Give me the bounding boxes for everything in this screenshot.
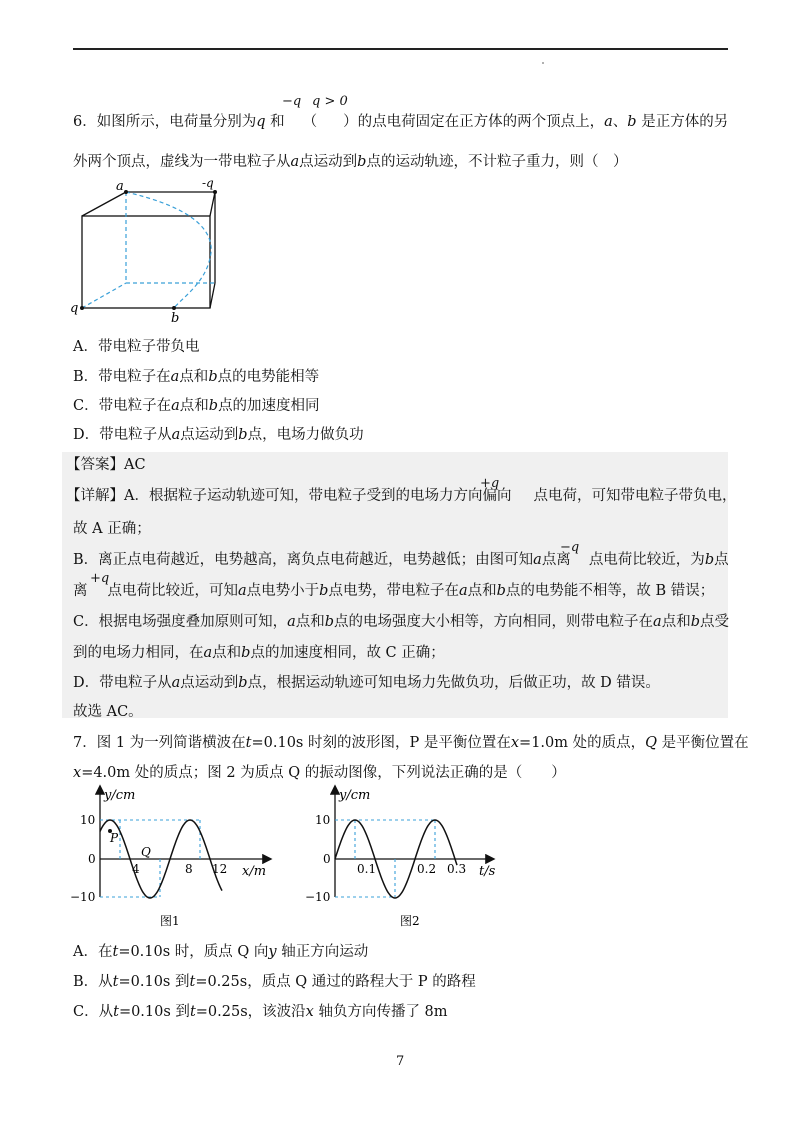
option-text: =0.25s，质点 Q 通过的路程大于 P 的路程 <box>195 974 476 990</box>
q7-line-2 <box>73 763 566 783</box>
q6-text: 和 <box>265 114 285 130</box>
q7-option-b <box>73 972 476 992</box>
explain-text: 【详解】A．根据粒子运动轨迹可知，带电粒子受到的电场力方向偏向 <box>66 488 512 504</box>
label-q: Q <box>141 845 151 859</box>
option-text: 点和 <box>179 369 209 385</box>
explain-text: C．根据电场强度叠加原则可知， <box>73 614 288 630</box>
explain-line-1 <box>66 486 736 506</box>
x-var: x <box>510 735 520 751</box>
condition-superscript <box>312 94 348 109</box>
option-text: 点的加速度相同 <box>218 398 320 414</box>
x-label: t/s <box>479 864 496 879</box>
x-tick-4: 4 <box>132 862 140 876</box>
q6-option-a <box>73 337 199 357</box>
explain-line-8 <box>73 702 143 722</box>
a-var: a <box>458 583 468 599</box>
a-var: a <box>653 614 662 630</box>
explain-text: 离 <box>73 583 88 599</box>
neg-q-superscript-2: −q <box>560 540 580 555</box>
label-neg-q: -q <box>202 178 214 190</box>
option-text: 点的电势能相等 <box>217 369 320 385</box>
explain-line-2 <box>73 519 151 539</box>
label-p: P <box>110 831 119 845</box>
explain-text: 点电势，带电粒子在 <box>328 583 459 599</box>
t-var: t <box>112 974 119 990</box>
q6-line-2 <box>73 152 627 172</box>
x-tick-0.3: 0.3 <box>447 862 467 876</box>
x-tick-8: 8 <box>185 862 193 876</box>
label-q: q <box>70 301 79 316</box>
cube-edge <box>82 192 126 216</box>
y-tick-0: 0 <box>323 852 331 866</box>
Q-var: Q <box>645 735 658 751</box>
a-var: a <box>171 427 181 443</box>
y-label <box>338 788 370 803</box>
explain-text: 到的电场力相同，在 <box>73 645 204 661</box>
option-text: D．带电粒子从 <box>73 427 172 443</box>
explain-text: 点的电场强度大小相等，方向相同，则带电粒子在 <box>334 614 654 630</box>
a-var: a <box>238 583 247 599</box>
option-text: A．带电粒子带负电 <box>73 339 200 355</box>
cube-figure <box>70 178 230 323</box>
option-text: C．从 <box>73 1004 114 1020</box>
t-var: t <box>245 735 252 751</box>
option-text: =0.10s 时，质点 Q 向 <box>118 944 269 960</box>
t-var: t <box>189 974 196 990</box>
option-text: C．带电粒子在 <box>73 398 172 414</box>
y-label <box>103 788 135 803</box>
a-var: a <box>171 398 180 414</box>
option-text: 点，电场力做负功 <box>247 427 364 443</box>
option-text: =0.10s 到 <box>118 1004 190 1020</box>
point-neg-q-dot <box>213 190 217 194</box>
a-var: a <box>533 552 542 568</box>
a-var: a <box>604 114 613 130</box>
header-rule <box>73 48 728 50</box>
option-text: B．从 <box>73 974 113 990</box>
q6-text: 是正方体的另 <box>636 114 729 130</box>
x-var: x <box>305 1004 314 1020</box>
q7-text: 是平衡位置在 <box>657 735 749 751</box>
q6-option-d <box>73 425 364 445</box>
option-text: 点和 <box>179 398 209 414</box>
paren: ） <box>343 114 358 130</box>
explain-line-5 <box>73 612 729 632</box>
explain-line-7 <box>73 673 660 693</box>
explain-text: 点电荷比较近，可知 <box>107 583 238 599</box>
neg-q-superscript: −q <box>282 94 302 109</box>
explain-text: 点和 <box>295 614 325 630</box>
option-text: B．带电粒子在 <box>73 369 171 385</box>
q7-text: =4.0m 处的质点；图 2 为质点 Q 的振动图像，下列说法正确的是（ ） <box>81 765 566 781</box>
q7-text: =1.0m 处的质点， <box>519 735 646 751</box>
q6-text: 外两个顶点，虚线为一带电粒子从 <box>73 154 291 170</box>
explain-text: 点 <box>714 552 729 568</box>
label-a: a <box>116 179 124 194</box>
y-tick-0: 0 <box>88 852 96 866</box>
option-text: A．在 <box>73 944 113 960</box>
q6-text: 、 <box>612 114 628 130</box>
a-var: a <box>203 645 213 661</box>
t-var: t <box>189 1004 196 1020</box>
explain-text: 点的电势能不相等，故 B 错误； <box>505 583 715 599</box>
q6-line-1 <box>73 112 728 132</box>
explain-text: 点，根据运动轨迹可知电场力先做负功，后做正功，故 D 错误。 <box>247 675 660 691</box>
b-var: b <box>238 427 248 443</box>
b-var: b <box>627 114 637 130</box>
point-a-dot <box>124 190 128 194</box>
header-dot <box>542 62 544 64</box>
b-var: b <box>324 614 335 630</box>
explain-text: D．带电粒子从 <box>73 675 172 691</box>
t-var: t <box>112 944 119 960</box>
x-tick-0.1: 0.1 <box>357 862 377 876</box>
q6-option-c <box>73 396 320 416</box>
y-label-text: y/cm <box>339 788 371 803</box>
q7-option-a <box>73 942 368 962</box>
explain-text: 点的加速度相同，故 C 正确； <box>250 645 445 661</box>
b-var: b <box>690 614 700 630</box>
b-var: b <box>208 369 218 385</box>
point-b-dot <box>172 306 176 310</box>
q7-text: =0.10s 时刻的波形图，P 是平衡位置在 <box>251 735 511 751</box>
q6-text: 6．如图所示，电荷量分别为 <box>73 114 257 130</box>
b-var: b <box>208 398 219 414</box>
wave-figure-2 <box>305 782 505 932</box>
option-text: =0.10s 到 <box>118 974 190 990</box>
explain-text: 点运动到 <box>180 675 239 691</box>
a-var: a <box>290 154 300 170</box>
x-tick-12: 12 <box>212 862 228 876</box>
hidden-edge <box>82 283 126 308</box>
explain-text: 故 A 正确； <box>73 521 151 537</box>
a-var: a <box>171 675 181 691</box>
caption-fig1: 图1 <box>160 914 180 928</box>
wave-figure-1 <box>70 782 280 932</box>
explain-text: 点受 <box>700 614 729 630</box>
explain-text: 故选 AC。 <box>73 704 143 720</box>
b-var: b <box>319 583 329 599</box>
page-number: 7 <box>396 1054 405 1069</box>
explain-line-3 <box>73 550 729 570</box>
a-var: a <box>287 614 296 630</box>
explain-text: B．离正点电荷越近，电势越高，离负点电荷越近，电势越低；由图可知 <box>73 552 534 568</box>
y-label-text: y/cm <box>104 788 136 803</box>
caption-fig2: 图2 <box>400 914 420 928</box>
x-label: x/m <box>242 864 267 879</box>
explain-text: 点电荷，可知带电粒子带负电， <box>533 488 737 504</box>
plus-q-superscript: +q <box>480 476 500 491</box>
b-var: b <box>357 154 367 170</box>
trajectory-curve <box>126 192 211 308</box>
answer-text: 【答案】AC <box>66 457 146 473</box>
y-tick-neg10: −10 <box>305 890 331 904</box>
cube-edge <box>210 192 215 216</box>
option-text: 轴负方向传播了 8m <box>313 1004 448 1020</box>
explain-line-6 <box>73 643 445 663</box>
cube-front-face <box>82 216 210 308</box>
q6-text: 点运动到 <box>299 154 358 170</box>
q6-text: 的点电荷固定在正方体的两个顶点上， <box>357 114 605 130</box>
paren: （ <box>302 114 318 130</box>
b-var: b <box>238 675 248 691</box>
q7-line-1 <box>73 733 749 753</box>
y-var: y <box>268 944 277 960</box>
explain-text: 点电荷比较近，为 <box>588 552 705 568</box>
b-var: b <box>496 583 506 599</box>
b-var: b <box>704 552 715 568</box>
q6-option-b <box>73 367 319 387</box>
q-var: q <box>256 114 266 130</box>
y-tick-neg10: −10 <box>70 890 96 904</box>
q7-option-c <box>73 1002 448 1022</box>
a-var: a <box>170 369 180 385</box>
explain-line-4 <box>73 581 714 601</box>
t-var: t <box>113 1004 119 1020</box>
point-q-dot <box>80 306 84 310</box>
explain-text: 点和 <box>661 614 691 630</box>
explain-text: 点电势小于 <box>246 583 320 599</box>
label-b: b <box>171 311 180 323</box>
option-text: 轴正方向运动 <box>276 944 369 960</box>
q6-text: 点的运动轨迹，不计粒子重力，则（ ） <box>366 154 628 170</box>
option-text: 点运动到 <box>180 427 239 443</box>
condition-text: q > 0 <box>312 94 348 109</box>
y-tick-10: 10 <box>315 813 331 827</box>
answer-line <box>66 455 146 475</box>
x-tick-0.2: 0.2 <box>417 862 437 876</box>
explain-text: 点和 <box>212 645 242 661</box>
q7-text: 7．图 1 为一列简谐横波在 <box>73 735 246 751</box>
b-var: b <box>241 645 251 661</box>
option-text: =0.25s，该波沿 <box>195 1004 306 1020</box>
explain-text: 点和 <box>467 583 497 599</box>
y-tick-10: 10 <box>80 813 96 827</box>
explain-text: 点离 <box>541 552 571 568</box>
plus-q-superscript-2: +q <box>90 571 110 586</box>
x-var: x <box>73 765 82 781</box>
cube-edge <box>210 283 215 308</box>
